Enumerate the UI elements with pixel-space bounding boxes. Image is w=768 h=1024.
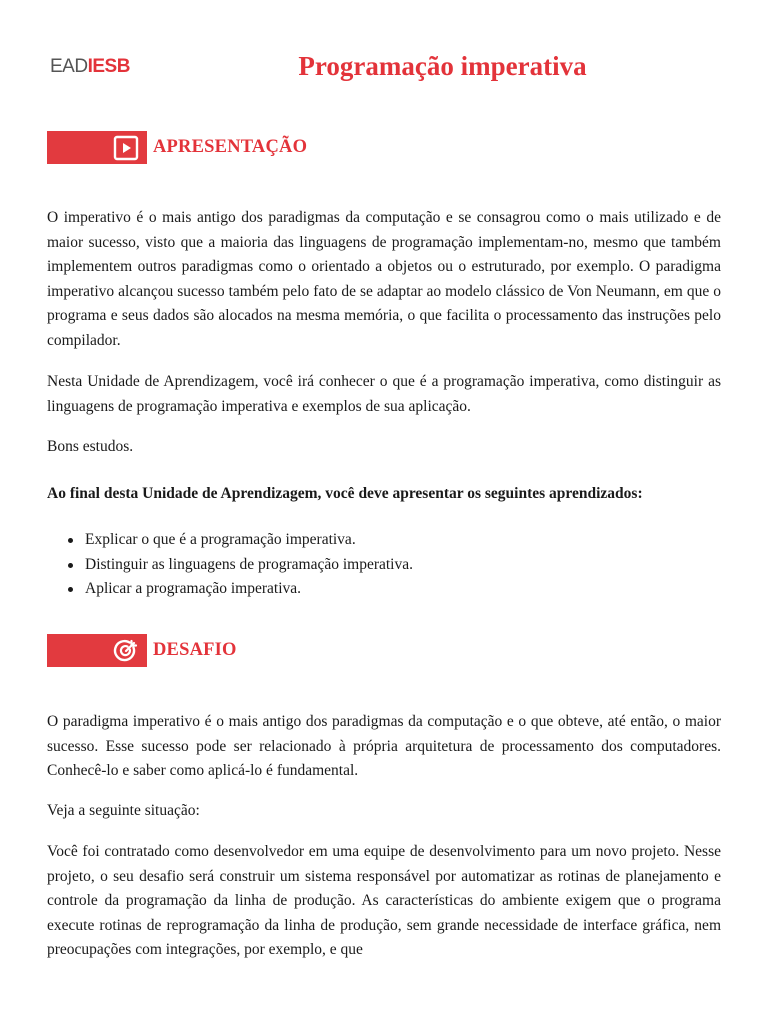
page-header	[0, 46, 768, 90]
section-title: DESAFIO	[153, 640, 237, 660]
section-header-apresentacao	[47, 131, 707, 165]
objectives-list	[47, 528, 721, 602]
list-item	[47, 577, 721, 602]
paragraph: Bons estudos.	[47, 438, 134, 455]
list-item-text: Aplicar a programação imperativa.	[85, 580, 302, 597]
bullet-icon	[68, 563, 73, 568]
page-title: Programação imperativa	[298, 51, 587, 81]
paragraph: Veja a seguinte situação:	[47, 802, 200, 819]
list-item	[47, 528, 721, 553]
section-bar	[47, 131, 147, 164]
objectives-heading: Ao final desta Unidade de Aprendizagem, você deve apresentar os seguintes aprendizados:	[47, 485, 643, 502]
target-icon	[113, 638, 139, 664]
play-icon	[113, 135, 139, 161]
section-title: APRESENTAÇÃO	[153, 137, 308, 157]
logo-ead-text: EAD	[50, 56, 88, 77]
section-header-desafio	[47, 634, 707, 668]
bullet-icon	[68, 587, 73, 592]
section-bar	[47, 634, 147, 667]
list-item-text: Distinguir as linguagens de programação imperativa.	[85, 555, 413, 573]
list-item	[47, 553, 721, 578]
eadiesb-logo	[50, 56, 130, 78]
paragraph: O imperativo é o mais antigo dos paradigmas da computação e se consagrou como o mais utilizado e de maior sucesso, visto que a maioria das linguagens de programação implementam-no, mesmo que também implementem outros paradigmas como o orientado a objetos ou o estruturado, por exemplo. O paradigma imperativo alcançou sucesso também pelo fato de se adaptar ao modelo clássico de Von Neumann, em que o programa e seus dados são alocados na mesma memória, o que facilita o processamento das instruções pelo compilador.	[47, 209, 721, 349]
bullet-icon	[68, 538, 73, 543]
list-item-text: Explicar o que é a programação imperativa.	[85, 531, 356, 548]
paragraph: Nesta Unidade de Aprendizagem, você irá conhecer o que é a programação imperativa, como distinguir as linguagens de programação imperativa e exemplos de sua aplicação.	[47, 373, 721, 415]
logo-iesb-text: IESB	[87, 56, 130, 77]
paragraph: Você foi contratado como desenvolvedor em uma equipe de desenvolvimento para um novo projeto. Nesse projeto, o seu desafio será construir um sistema responsável por automatizar as rotinas de planejamento e controle da programação da linha de produção. As características do ambiente exigem que o programa execute rotinas de reprogramação da linha de produção, sem grande necessidade de interface gráfica, nem preocupações com integrações, por exemplo, e que	[47, 843, 721, 958]
paragraph: O paradigma imperativo é o mais antigo dos paradigmas da computação e o que obteve, até então, o maior sucesso. Esse sucesso pode ser relacionado à própria arquitetura de processamento dos computadores. Conhecê-lo e saber como aplicá-lo é fundamental.	[47, 713, 721, 779]
